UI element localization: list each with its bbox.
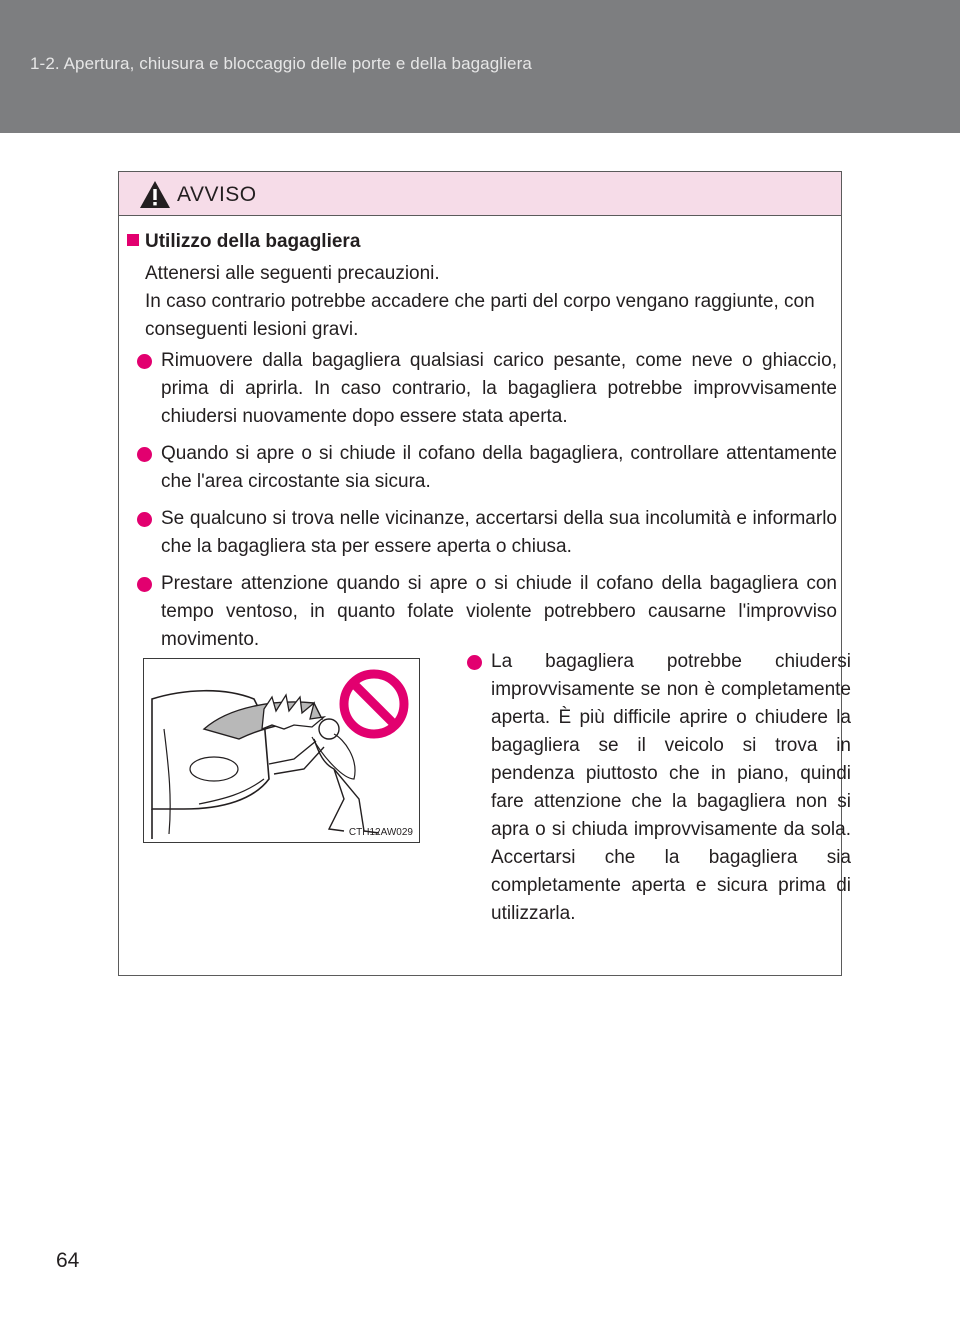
trunk-illustration (143, 658, 420, 843)
image-code: CTH12AW029 (348, 827, 413, 838)
section-header-title: 1-2. Apertura, chiusura e bloccaggio delle porte e della bagagliera (30, 54, 532, 73)
bullet-text: Rimuovere dalla bagagliera qualsiasi carico pesante, come neve o ghiaccio, prima di aprirla. In caso contrario, la bagagliera potrebbe improvvisamente chiudersi nuovamente dopo essere stata aperta. (161, 350, 837, 427)
bullet-item (137, 440, 837, 496)
bullet-text: Quando si apre o si chiude il cofano della bagagliera, controllare attentamente che l'area circostante sia sicura. (161, 443, 837, 492)
intro-text (145, 260, 835, 344)
warning-triangle-icon (139, 180, 171, 209)
section-title (127, 231, 360, 253)
warning-box (118, 171, 851, 976)
bullet-dot-icon (137, 447, 152, 462)
bullet-dot-icon (137, 354, 152, 369)
square-bullet-icon (127, 234, 139, 246)
bullet-item (137, 347, 837, 431)
warning-label: AVVISO (177, 183, 257, 206)
bullet-dot-icon (467, 655, 482, 670)
bullet-item (137, 505, 837, 561)
side-bullet-item (467, 648, 851, 928)
header-bar (0, 0, 960, 133)
bullet-item (137, 570, 837, 654)
intro-line-2: In caso contrario potrebbe accadere che parti del corpo vengano raggiunte, con conseguenti lesioni gravi. (145, 291, 815, 340)
bullet-dot-icon (137, 512, 152, 527)
side-bullet-text: La bagagliera potrebbe chiudersi improvvisamente se non è completamente aperta. È più difficile aprire o chiudere la bagagliera se il veicolo si trova in pendenza piuttosto che in piano, quindi fare attenzione che la bagagliera non si apra o si chiuda improvvisamente da sola. Accertarsi che la bagagliera sia completamente aperta e sicura prima di utilizzarla. (491, 651, 851, 924)
intro-line-1: Attenersi alle seguenti precauzioni. (145, 263, 440, 284)
bullet-text: Se qualcuno si trova nelle vicinanze, accertarsi della sua incolumità e informarlo che la bagagliera sta per essere aperta o chiusa. (161, 508, 837, 557)
bullet-text: Prestare attenzione quando si apre o si chiude il cofano della bagagliera con tempo ventoso, in quanto folate violente potrebbero causarne l'improvviso movimento. (161, 573, 837, 650)
warning-header (119, 172, 841, 216)
page-number: 64 (56, 1249, 80, 1272)
bullet-dot-icon (137, 577, 152, 592)
bullet-list (137, 347, 837, 663)
section-title-text: Utilizzo della bagagliera (145, 231, 361, 252)
trunk-closing-illustration-icon (144, 659, 419, 842)
